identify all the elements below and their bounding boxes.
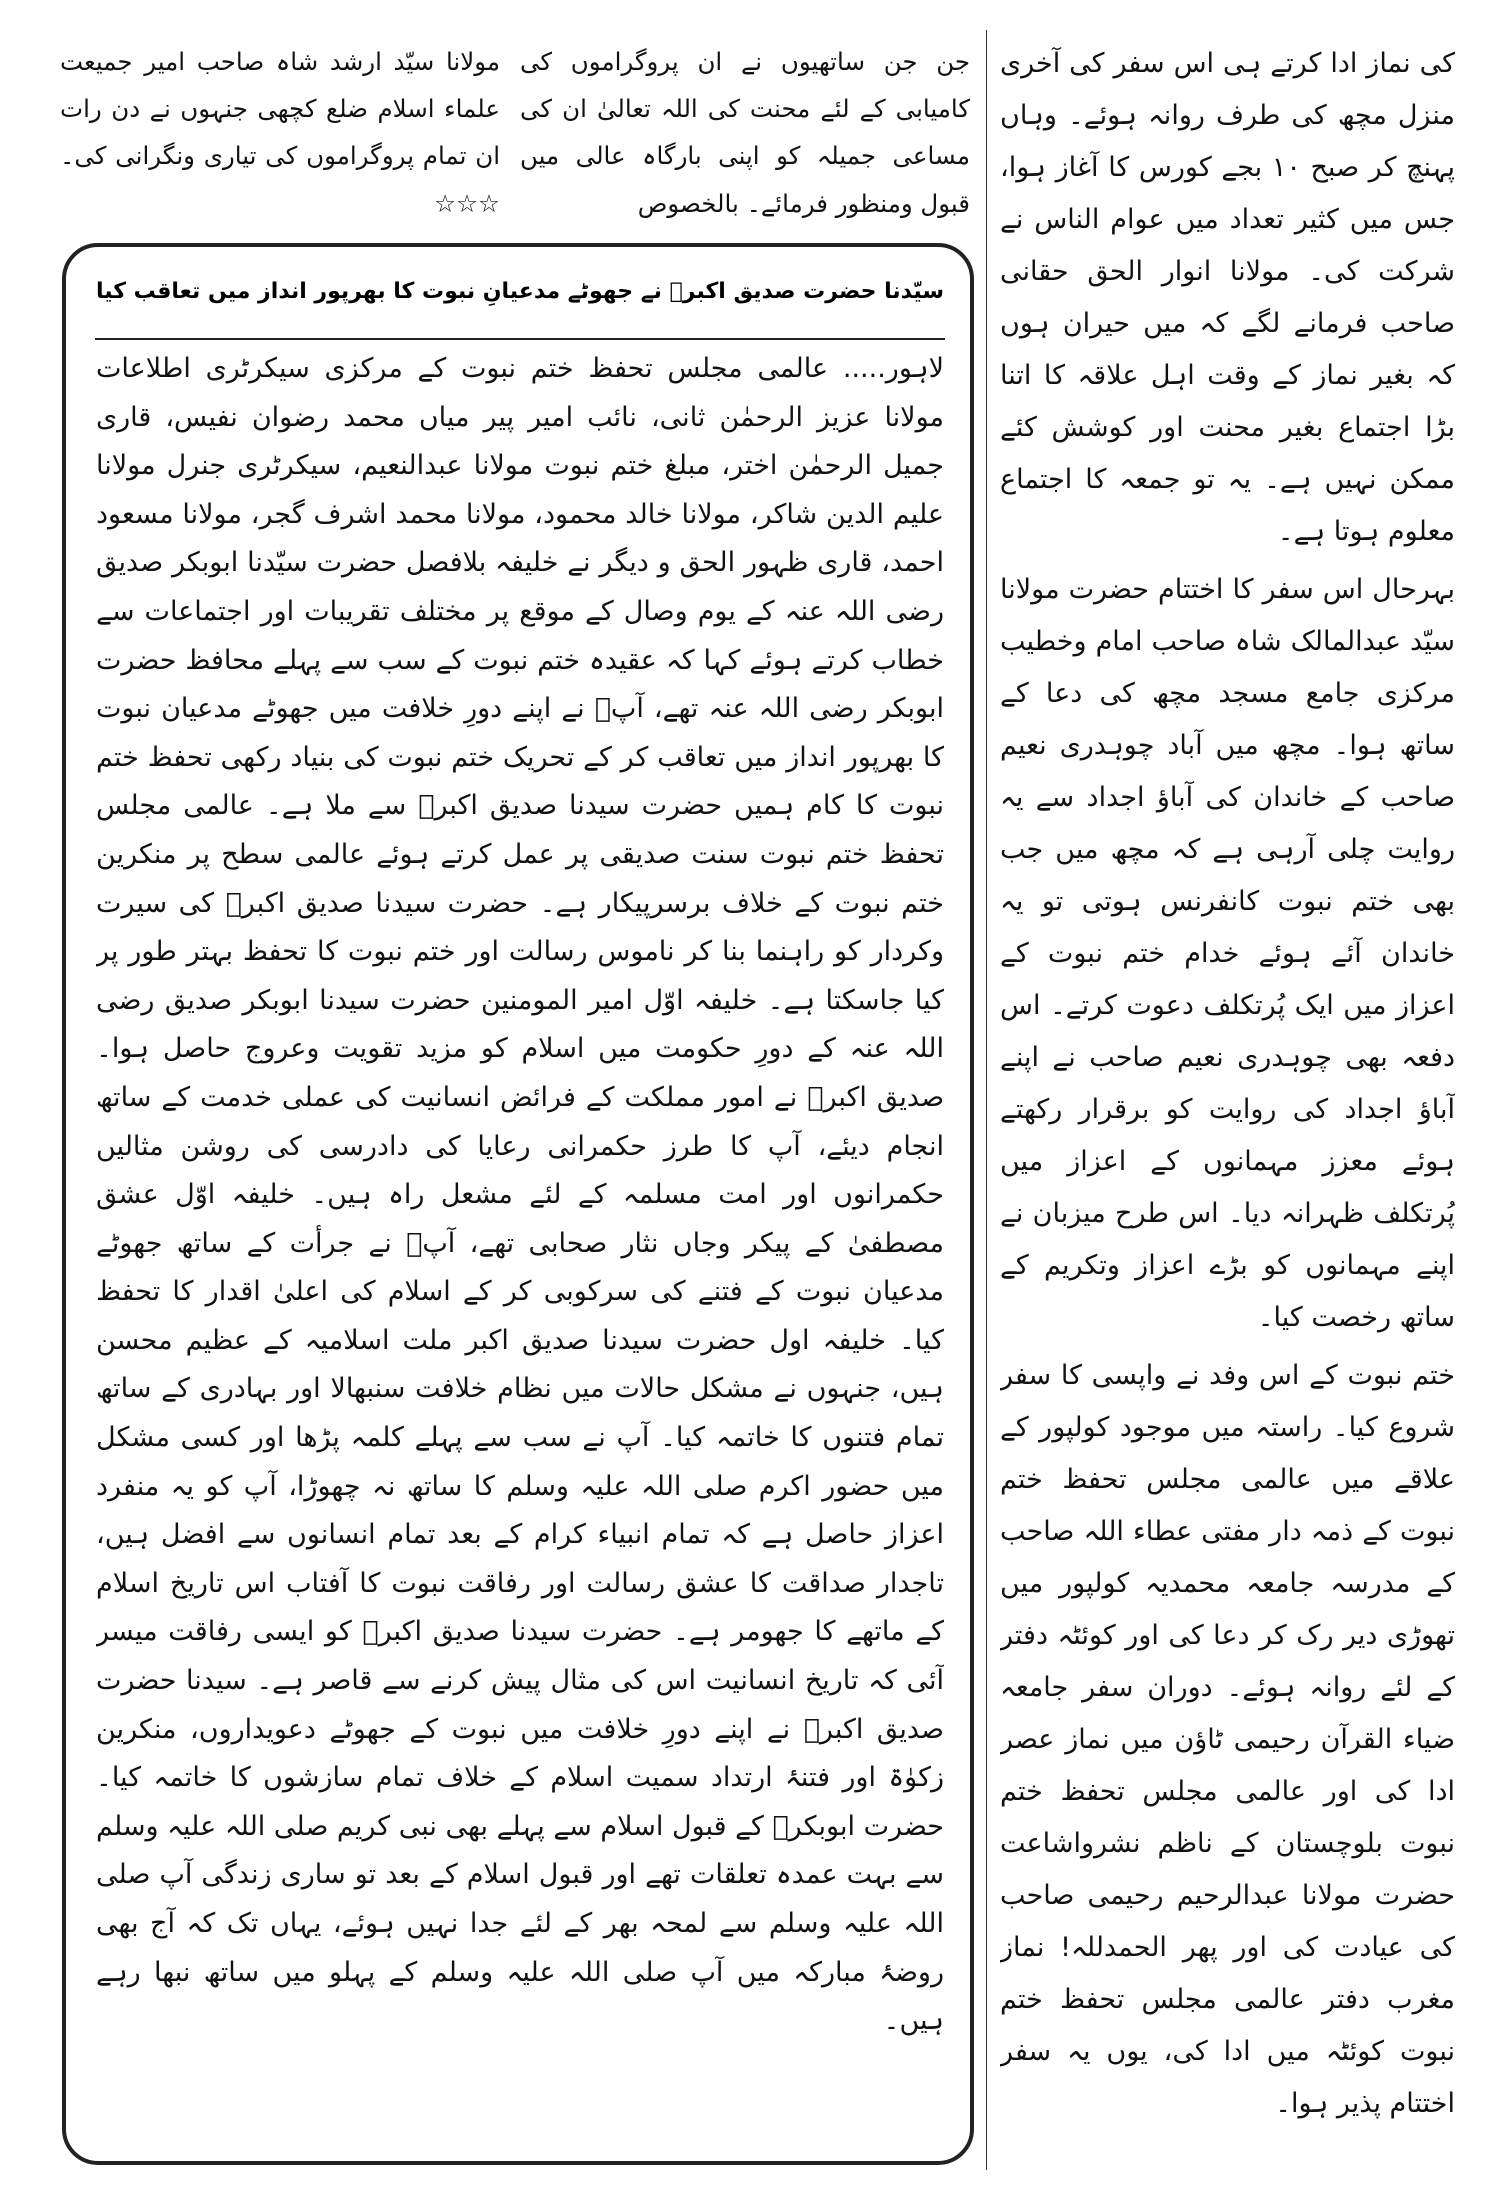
right-paragraph-3: ختم نبوت کے اس وفد نے واپسی کا سفر شروع کیا۔ راستہ میں موجود کولپور کے علاقے میں عالمی مجلس تحفظ ختم نبوت کے ذمہ دار مفتی عطاء اللہ صاحب کے مدرسہ جامعہ محمدیہ کولپور میں تھوڑی دیر رک کر دعا کی اور کوئٹہ دفتر کے لئے روانہ ہوئے۔ دوران سفر جامعہ ضیاء القرآن رحیمی ٹاؤن میں نماز عصر ادا کی اور عالمی مجلس تحفظ ختم نبوت بلوچستان کے ناظم نشرواشاعت حضرت مولانا عبدالرحیم رحیمی صاحب کی عیادت کی اور پھر الحمدللہ! نماز مغرب دفتر عالمی مجلس تحفظ ختم نبوت کوئٹہ میں ادا کی، یوں یہ سفر اختتام پذیر ہوا۔: [1000, 1360, 1455, 2119]
right-paragraph-1: کی نماز ادا کرتے ہی اس سفر کی آخری منزل مچھ کی طرف روانہ ہوئے۔ وہاں پہنچ کر صبح ۱۰ بجے کورس کا آغاز ہوا، جس میں کثیر تعداد میں عوام الناس نے شرکت کی۔ مولانا انوار الحق حقانی صاحب فرمانے لگے کہ میں حیران ہوں کہ بغیر نماز کے وقت اہل علاقہ کا اتنا بڑا اجتماع بغیر محنت اور کوشش کئے ممکن نہیں ہے۔ یہ تو جمعہ کا اجتماع معلوم ہوتا ہے۔: [1000, 48, 1455, 547]
top-middle-text: جن جن ساتھیوں نے ان پروگراموں کی کامیابی کے لئے محنت کی اللہ تعالیٰ ان کی مساعی جمیلہ کو اپنی بارگاہ عالی میں قبول ومنظور فرمائے۔ بالخصوص: [520, 47, 970, 218]
headline-divider: [95, 338, 945, 340]
column-rule: [986, 30, 987, 2170]
right-paragraph-2: بہرحال اس سفر کا اختتام حضرت مولانا سیّد عبدالمالک شاہ صاحب امام وخطیب مرکزی جامع مسجد مچھ کی دعا کے ساتھ ہوا۔ مچھ میں آباد چوہدری نعیم صاحب کے خاندان کی آباؤ اجداد سے یہ روایت چلی آرہی ہے کہ مچھ میں جب بھی ختم نبوت کانفرنس ہوتی تو یہ خاندان آئے ہوئے خدام ختم نبوت کے اعزاز میں ایک پُرتکلف دعوت کرتے۔ اس دفعہ بھی چوہدری نعیم صاحب نے اپنے آباؤ اجداد کی روایت کو برقرار رکھتے ہوئے معزز مہمانوں کے اعزاز میں پُرتکلف ظہرانہ دیا۔ اس طرح میزبان نے اپنے مہمانوں کو بڑے اعزاز وتکریم کے ساتھ رخصت کیا۔: [1000, 574, 1455, 1333]
article-body-text: لاہور..... عالمی مجلس تحفظ ختم نبوت کے مرکزی سیکرٹری اطلاعات مولانا عزیز الرحمٰن ثانی، نائب امیر پیر میاں محمد رضوان نفیس، قاری جمیل الرحمٰن اختر، مبلغ ختم نبوت مولانا عبدالنعیم، سیکرٹری جنرل مولانا علیم الدین شاکر، مولانا خالد محمود، مولانا محمد اشرف گجر، مولانا مسعود احمد، قاری ظہور الحق و دیگر نے خلیفہ بلافصل حضرت سیّدنا ابوبکر صدیق رضی اللہ عنہ کے یوم وصال کے موقع پر مختلف تقریبات اور اجتماعات سے خطاب کرتے ہوئے کہا کہ عقیدہ ختم نبوت کے سب سے پہلے محافظ حضرت ابوبکر رضی اللہ عنہ تھے، آپؓ نے اپنے دورِ خلافت میں جھوٹے مدعیان نبوت کا بھرپور انداز میں تعاقب کر کے تحریک ختم نبوت کی بنیاد رکھی تحفظ ختم نبوت کا کام ہمیں حضرت سیدنا صدیق اکبرؓ سے ملا ہے۔ عالمی مجلس تحفظ ختم نبوت سنت صدیقی پر عمل کرتے ہوئے عالمی سطح پر منکرین ختم نبوت کے خلاف برسرپیکار ہے۔ حضرت سیدنا صدیق اکبرؓ کی سیرت وکردار کو راہنما بنا کر ناموس رسالت اور ختم نبوت کا تحفظ بہتر طور پر کیا جاسکتا ہے۔ خلیفہ اوّل امیر المومنین حضرت سیدنا ابوبکر صدیق رضی اللہ عنہ کے دورِ حکومت میں اسلام کو مزید تقویت وعروج حاصل ہوا۔ صدیق اکبرؓ نے امور مملکت کے فرائض انسانیت کی عملی خدمت کے ساتھ انجام دیئے، آپ کا طرز حکمرانی رعایا کی دادرسی کی روشن مثالیں حکمرانوں اور امت مسلمہ کے لئے مشعل راہ ہیں۔ خلیفہ اوّل عشق مصطفیٰ کے پیکر وجاں نثار صحابی تھے، آپؓ نے جرأت کے ساتھ جھوٹے مدعیان نبوت کے فتنے کی سرکوبی کر کے اسلام کی اعلیٰ اقدار کا تحفظ کیا۔ خلیفہ اول حضرت سیدنا صدیق اکبر ملت اسلامیہ کے عظیم محسن ہیں، جنہوں نے مشکل حالات میں نظام خلافت سنبھالا اور بہادری کے ساتھ تمام فتنوں کا خاتمہ کیا۔ آپ نے سب سے پہلے کلمہ پڑھا اور کسی مشکل میں حضور اکرم صلی اللہ علیہ وسلم کا ساتھ نہ چھوڑا، آپ کو یہ منفرد اعزاز حاصل ہے کہ تمام انبیاء کرام کے بعد تمام انسانوں سے افضل ہیں، تاجدار صداقت کا عشق رسالت اور رفاقت نبوت کا آفتاب اس تاریخ اسلام کے ماتھے کا جھومر ہے۔ حضرت سیدنا صدیق اکبرؓ کو ایسی رفاقت میسر آئی کہ تاریخ انسانیت اس کی مثال پیش کرنے سے قاصر ہے۔ سیدنا حضرت صدیق اکبرؓ نے اپنے دورِ خلافت میں نبوت کے جھوٹے دعویداروں، منکرین زکوٰۃ اور فتنۂ ارتداد سمیت اسلام کے خلاف تمام سازشوں کا خاتمہ کیا۔ حضرت ابوبکرؓ کے قبول اسلام سے پہلے بھی نبی کریم صلی اللہ علیہ وسلم سے بہت عمدہ تعلقات تھے اور قبول اسلام کے بعد تو ساری زندگی آپ صلی اللہ علیہ وسلم سے لمحہ بھر کے لئے جدا نہیں ہوئے، یہاں تک کہ آج بھی روضۂ مبارکہ میں آپ صلی اللہ علیہ وسلم کے پہلو میں ساتھ نبھا رہے ہیں۔: [96, 353, 944, 2037]
top-middle-column: [520, 38, 970, 233]
right-column: [1000, 38, 1455, 2168]
article-headline: سیّدنا حضرت صدیق اکبرؓ نے جھوٹے مدعیانِ نبوت کا بھرپور انداز میں تعاقب کیا: [95, 279, 945, 304]
article-body: [96, 345, 944, 2145]
top-left-text: مولانا سیّد ارشد شاہ صاحب امیر جمیعت علماء اسلام ضلع کچھی جنہوں نے دن رات ان تمام پروگراموں کی تیاری ونگرانی کی۔☆☆☆: [60, 47, 500, 218]
top-left-column: [60, 38, 500, 233]
